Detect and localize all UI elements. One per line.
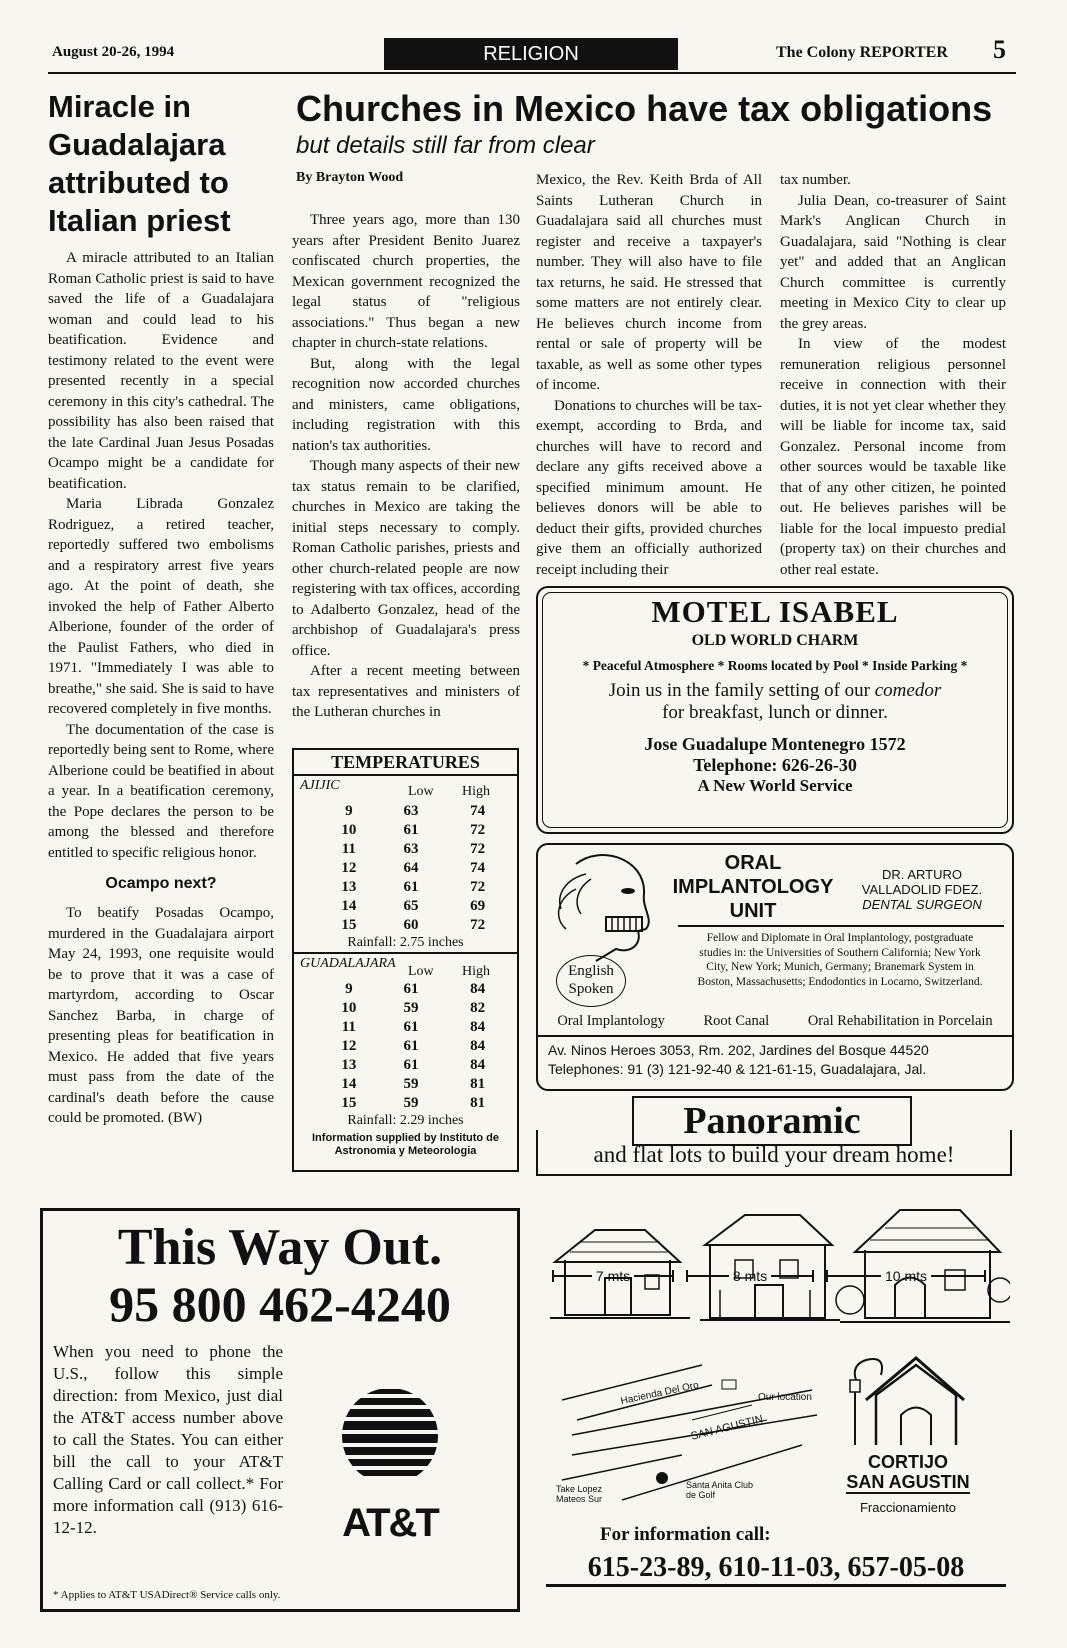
temperature-row: [300, 821, 511, 840]
churches-paragraph: Though many aspects of their new tax status remain to be clarified, churches in Mexico are taking the initial steps necessary to comply. Roman Catholic parishes, priests and other church-related people are now registering with tax offices, according to Adalberto Gonzalez, head of the archbishop of Guadalajara's press office.: [292, 458, 520, 659]
section-title: RELIGION: [483, 43, 579, 65]
low-cell: 61: [403, 1057, 419, 1073]
spacer-cell: [300, 859, 320, 878]
low-cell: 59: [403, 1076, 419, 1092]
high-cell: 81: [470, 1095, 486, 1111]
info-phones: 615-23-89, 610-11-03, 657-05-08: [546, 1552, 1006, 1587]
day-cell: 9: [345, 803, 353, 819]
high-cell: 84: [470, 1019, 486, 1035]
churches-paragraph: But, along with the legal recognition now accorded churches and ministers, came obligations, including registration with this nation's tax authorities.: [292, 355, 520, 454]
low-cell: 60: [403, 917, 419, 933]
temperature-row: [300, 916, 511, 935]
high-cell: 72: [470, 822, 486, 838]
oral-address-rule: [538, 1035, 1012, 1037]
panoramic-title: Panoramic: [683, 1100, 861, 1142]
churches-column-3: [780, 170, 1006, 580]
low-cell: 61: [403, 822, 419, 838]
cortijo-name: CORTIJO: [867, 1452, 948, 1472]
spacer-cell: [300, 821, 320, 840]
temperature-row: [300, 840, 511, 859]
lot-width-label: 10 mts: [885, 1268, 928, 1284]
churches-paragraph: Mexico, the Rev. Keith Brda of All Saints Lutheran Church in Guadalajara said all churches must register and receive a taxpayer's number. They will also have to file tax returns, he said. He stressed that some matters are not entirely clear. He believes church income from rental or sale of property will be taxable, as well as some other types of income.: [536, 172, 762, 393]
att-footnote: * Applies to AT&T USADirect® Service calls only.: [53, 1589, 281, 1601]
motel-address: Jose Guadalupe Montenegro 1572: [644, 734, 906, 754]
face-illustration: [546, 849, 666, 969]
oral-credentials: Fellow and Diplomate in Oral Implantology, postgraduate studies in: the Universities of Southern California; New York City, New York; Munich, Germany; Branemark System in Boston, Massachusetts; Endodontics in Locarno, Switzerland.: [697, 932, 983, 988]
day-cell: 15: [341, 1095, 357, 1111]
churches-headline: Churches in Mexico have tax obligations: [296, 88, 993, 129]
churches-byline: By Brayton Wood: [296, 170, 404, 185]
low-cell: 65: [403, 898, 419, 914]
churches-column-1: [292, 210, 520, 723]
low-cell: 59: [403, 1095, 419, 1111]
spacer-cell: [300, 1037, 320, 1056]
spacer-cell: [300, 916, 320, 935]
oral-title-line: IMPLANTOLOGY: [672, 876, 834, 898]
map-label-san-agustin: SAN AGUSTIN: [689, 1413, 765, 1443]
att-title: This Way Out.: [117, 1219, 443, 1276]
section-banner: [384, 38, 678, 70]
ajijic-rainfall: Rainfall: 2.75 inches: [294, 935, 517, 954]
motel-slogan: A New World Service: [697, 776, 853, 795]
miracle-title: Miracle in Guadalajara attributed to Italian priest: [48, 89, 231, 238]
doctor-name: DR. ARTURO: [882, 867, 962, 882]
low-cell: 63: [403, 841, 419, 857]
high-cell: 72: [470, 917, 486, 933]
temperature-row: [300, 878, 511, 897]
cortijo-type: Fraccionamiento: [859, 1500, 957, 1515]
high-cell: 72: [470, 841, 486, 857]
info-label: For information call:: [600, 1524, 771, 1545]
churches-paragraph: Three years ago, more than 130 years after President Benito Juarez confiscated church properties, the Mexican government recognized the legal status of "religious associations." Thus began a new chapter in church-state relations.: [292, 212, 520, 351]
low-cell: 59: [403, 1000, 419, 1016]
page-number: 5: [993, 35, 1006, 64]
att-ad: [40, 1208, 520, 1612]
low-header: Low: [408, 784, 434, 799]
day-cell: 11: [341, 1019, 356, 1035]
high-cell: 74: [470, 803, 486, 819]
miracle-paragraph: To beatify Posadas Ocampo, murdered in the Guadalajara airport May 24, 1993, one requisite would be to prove that it was a case of martyrdom, according to Oscar Sanchez Barba, in charge of presenting pleas for beatification in Mexico. He added that five years must pass from the date of the cardinal's death before the cause could be promoted. (BW): [48, 905, 274, 1126]
att-number: 95 800 462-4240: [109, 1276, 451, 1332]
lot-width-2: [686, 1268, 814, 1284]
motel-name: MOTEL ISABEL: [651, 594, 899, 629]
high-cell: 69: [470, 898, 486, 914]
temperature-row: [300, 980, 511, 999]
low-cell: 61: [403, 1019, 419, 1035]
house-illustrations: [550, 1190, 1010, 1340]
panoramic-subtitle: and flat lots to build your dream home!: [593, 1142, 955, 1167]
miracle-paragraph: Maria Librada Gonzalez Rodriguez, a retired teacher, reportedly suffered two embolisms and a respiratory arrest five years ago. At the point of death, she invoked the help of Father Alberto Alberione, founder of the order of the Paulist Fathers, who died in 1971. "Immediately I was able to breathe," she said. She is said to have recovered completely in five months.: [48, 496, 274, 717]
miracle-body: [48, 248, 274, 1129]
motel-ad: [536, 586, 1014, 834]
issue-date: August 20-26, 1994: [52, 44, 175, 60]
location-ajijic: AJIJIC: [300, 778, 340, 793]
map-label-lopez-mateos: Take Lopez Mateos Sur: [556, 1484, 603, 1504]
day-cell: 12: [341, 1038, 357, 1054]
low-cell: 61: [403, 879, 419, 895]
high-cell: 84: [470, 981, 486, 997]
motel-invite-comedor: comedor: [874, 680, 942, 701]
oral-divider: [678, 925, 1004, 927]
oral-title-line: ORAL: [724, 852, 782, 874]
low-cell: 61: [403, 981, 419, 997]
miracle-paragraph: A miracle attributed to an Italian Roman Catholic priest is said to have saved the life of a Guadalajara woman and could lead to his beatification. Evidence and testimony related to the event were presented recently in a special ceremony in this city's cathedral. The possibility has also been raised that the late Cardinal Juan Jesus Posadas Ocampo might be a candidate for beatification.: [48, 250, 274, 492]
lot-width-label: 7 mts: [595, 1268, 631, 1284]
temperature-row: [300, 1075, 511, 1094]
spacer-cell: [300, 878, 320, 897]
low-cell: 63: [403, 803, 419, 819]
panoramic-subtitle-box: [536, 1130, 1012, 1176]
lot-width-3: [826, 1268, 986, 1284]
spacer-cell: [300, 1018, 320, 1037]
day-cell: 10: [341, 1000, 357, 1016]
low-cell: 64: [403, 860, 419, 876]
doctor-name: VALLADOLID FDEZ.: [861, 882, 983, 897]
spacer-cell: [300, 840, 320, 859]
service-item: Root Canal: [703, 1013, 770, 1029]
oral-title: [666, 851, 840, 923]
doctor-title: DENTAL SURGEON: [862, 897, 982, 912]
miracle-paragraph: The documentation of the case is reportedly being sent to Rome, where Alberione could be beatified in about a year. In a beatification ceremony, the Pope declares the person to be among the blessed and therefore entitled to specific religious honor.: [48, 721, 274, 861]
cortijo-name: SAN AGUSTIN: [846, 1472, 970, 1492]
temperature-row: [300, 1037, 511, 1056]
day-cell: 13: [341, 879, 357, 895]
low-cell: 61: [403, 1038, 419, 1054]
motel-features: * Peaceful Atmosphere * Rooms located by Pool * Inside Parking *: [582, 658, 968, 673]
spacer-cell: [300, 897, 320, 916]
oral-address: [548, 1041, 929, 1079]
temperature-row: [300, 802, 511, 821]
high-cell: 82: [470, 1000, 486, 1016]
guadalajara-table: [300, 980, 511, 1113]
oral-phones: Telephones: 91 (3) 121-92-40 & 121-61-15, Guadalajara, Jal.: [548, 1061, 927, 1077]
high-cell: 84: [470, 1038, 486, 1054]
day-cell: 13: [341, 1057, 357, 1073]
paper-name: The Colony REPORTER: [776, 44, 948, 61]
ajijic-table: [300, 802, 511, 935]
spacer-cell: [300, 1075, 320, 1094]
map-label-hacienda: Hacienda Del Oro: [619, 1379, 700, 1408]
spoken-label: Spoken: [568, 981, 614, 997]
oral-ad: [536, 843, 1014, 1091]
spacer-cell: [300, 1094, 320, 1113]
att-globe-icon: [335, 1381, 445, 1491]
guadalajara-rainfall: Rainfall: 2.29 inches: [347, 1113, 464, 1128]
lot-width-1: [552, 1268, 674, 1284]
spacer-cell: [300, 999, 320, 1018]
day-cell: 11: [341, 841, 356, 857]
day-cell: 10: [341, 822, 357, 838]
header-rule: [48, 72, 1016, 74]
oral-title-line: UNIT: [729, 900, 777, 922]
map-label-santa-anita: Santa Anita Club de Golf: [686, 1480, 754, 1500]
spacer-cell: [300, 980, 320, 999]
english-label: English: [568, 963, 614, 979]
day-cell: 14: [341, 898, 357, 914]
high-cell: 84: [470, 1057, 486, 1073]
motel-inner-border: [542, 592, 1008, 828]
motel-tagline: OLD WORLD CHARM: [691, 632, 859, 649]
churches-paragraph: Donations to churches will be tax-exempt, according to Brda, and churches will have to record and declare any gifts received above a specified minimum amount. He believes donors will be able to deduct their gifts, provided churches give them an officially authorized receipt including their: [536, 397, 762, 578]
churches-paragraph: tax number.: [780, 172, 851, 188]
temperature-row: [300, 1018, 511, 1037]
day-cell: 14: [341, 1076, 357, 1092]
map-label-our-location: Our location: [758, 1392, 812, 1403]
churches-column-2: [536, 170, 762, 580]
high-cell: 81: [470, 1076, 486, 1092]
miracle-subhead: Ocampo next?: [105, 875, 217, 892]
high-header: High: [462, 964, 490, 979]
day-cell: 9: [345, 981, 353, 997]
churches-subheadline: but details still far from clear: [296, 132, 595, 159]
spacer-cell: [300, 802, 320, 821]
lot-width-label: 8 mts: [732, 1268, 768, 1284]
service-item: Oral Rehabilitation in Porcelain: [807, 1013, 993, 1029]
spacer-cell: [300, 1056, 320, 1075]
cortijo-logo-icon: [846, 1350, 966, 1450]
high-header: High: [462, 784, 490, 799]
high-cell: 74: [470, 860, 486, 876]
english-spoken-badge: [556, 955, 626, 1007]
oral-doctor: [838, 867, 1006, 912]
temperatures-title: TEMPERATURES: [294, 752, 517, 776]
low-header: Low: [408, 964, 434, 979]
oral-services: [538, 1013, 1012, 1030]
temperature-row: [300, 859, 511, 878]
att-logo: AT&T: [342, 1501, 438, 1545]
high-cell: 72: [470, 879, 486, 895]
day-cell: 15: [341, 917, 357, 933]
temperatures-credit: Information supplied by Instituto de Astronomia y Meteorologia: [312, 1132, 499, 1157]
churches-paragraph: In view of the modest remuneration religious personnel receive in connection with their duties, it is not yet clear whether they will be liable for income tax, said Gonzalez. Personal income from other sources would be taxable like that of any other citizen, he pointed out. He believes parishes will be liable for the local impuesto predial (property tax) on their churches and other real estate.: [780, 336, 1006, 578]
att-body: When you need to phone the U.S., follow this simple direction: from Mexico, just dial the AT&T access number above to call the States. You can either bill the call to your AT&T Calling Card or call collect.* For more information call (913) 616-12-12.: [53, 1342, 283, 1537]
churches-paragraph: After a recent meeting between tax representatives and ministers of the Lutheran churches in: [292, 663, 520, 720]
motel-phone: Telephone: 626-26-30: [693, 755, 857, 775]
day-cell: 12: [341, 860, 357, 876]
motel-invite-line2: for breakfast, lunch or dinner.: [662, 702, 888, 723]
oral-street: Av. Ninos Heroes 3053, Rm. 202, Jardines del Bosque 44520: [548, 1042, 929, 1058]
cortijo-brand: [846, 1452, 970, 1515]
temperatures-box: [292, 748, 519, 1172]
temperature-row: [300, 897, 511, 916]
temperature-row: [300, 1094, 511, 1113]
motel-invite: Join us in the family setting of our: [608, 680, 870, 701]
churches-paragraph: Julia Dean, co-treasurer of Saint Mark's Anglican Church in Guadalajara, said "Nothing is clear yet" and added that an Anglican Church committee is currently meeting in Mexico City to clear up the grey areas.: [780, 192, 1006, 332]
location-guadalajara: GUADALAJARA: [300, 956, 396, 971]
temperature-row: [300, 1056, 511, 1075]
service-item: Oral Implantology: [557, 1013, 665, 1029]
temperature-row: [300, 999, 511, 1018]
